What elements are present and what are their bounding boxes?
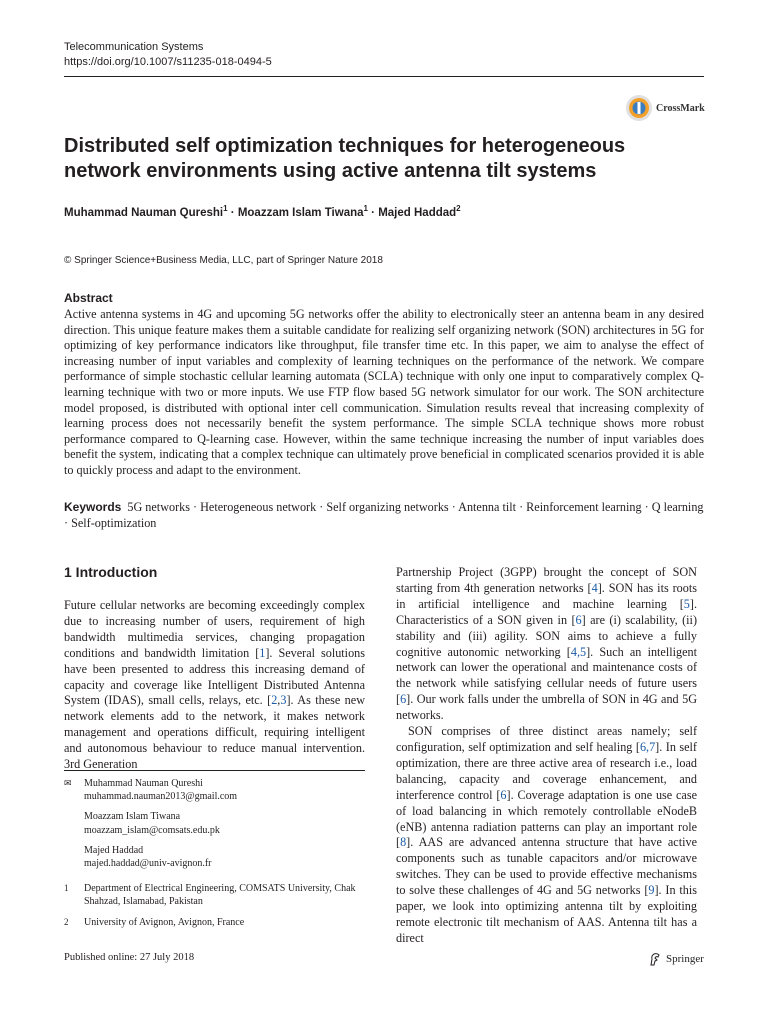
author-list	[64, 204, 461, 219]
crossmark-icon	[626, 95, 652, 121]
affiliation-number: 1	[64, 883, 69, 894]
header-rule	[64, 76, 704, 77]
publisher-logo	[648, 952, 704, 966]
abstract-text: Active antenna systems in 4G and upcoming 5G networks offer the ability to electronically steer an antenna beam in any desired direction. This unique feature makes them a suitable candidate for realizing self organizing network (SON) architectures in 5G for optimizing of key performance indicators like throughput, file transfer time etc. In this paper, we aim to analyse the effect of increasing number of input variables and complexity of learning techniques on the performance of the network. We compare performance of simple stochastic cellular learning automata (SCLA) technique with only one input to comparatively complex Q-learning technique with two or more inputs. We use FTP flow based 5G network simulator for our work. The SON architecture model proposed, is distributed with optional inter cell communication. Simulation results reveal that increasing complexity of learning process does not necessarily benefit the system performance. The simple SCLA technique shows more robust performance compared to Q-learning case. However, within the same technique increasing the number of input variables does benefit the system, indicating that a complex technique can ultimately prove beneficial in complicated scenarios provided it is able to quickly process and adapt to the environment.	[64, 307, 704, 477]
affiliation-mark: 2	[456, 204, 461, 213]
publisher-name: Springer	[666, 953, 704, 965]
author-separator: ·	[367, 206, 379, 219]
intro-left-column	[64, 598, 365, 773]
intro-right-column	[396, 565, 697, 947]
affiliation-number: 2	[64, 916, 69, 927]
paragraph: SON comprises of three distinct areas namely; self configuration, self optimization and self healing [6,7]. In self optimization, there are three active area of research i.e., load balancing, capacity and coverage enhancement, and interference control [6]. Coverage adaptation is one use case of load balancing in which remotely controllable eNodeB (eNB) antenna radiation patterns can play an important role [8]. AAS are advanced antenna structure that have active components such as tunable capacitors and/or microwave switches. They can be used to provide effective mechanisms to solve these challenges of 4G and 5G networks [9]. In this paper, we look into optimizing antenna tilt by exploiting remote electronic tilt mechanism of AAS. Antenna tilt has a direct	[396, 724, 697, 945]
paragraph: Partnership Project (3GPP) brought the concept of SON starting from 4th generation networks [4]. SON has its roots in artificial intelligence and machine learning [5]. Characteristics of a SON given in [6] are (i) scalability, (ii) stability and (iii) agility. SON aims to achieve a fully cognitive autonomic networking [4,5]. Such an intelligent network can lower the operational and maintenance costs of the network while satisfying cellular needs of future users [6]. Our work falls under the umbrella of SON in 4G and 5G networks.	[396, 565, 697, 723]
article-title: Distributed self optimization techniques for heterogeneous network environments using active antenna tilt systems	[64, 135, 626, 182]
keywords-label: Keywords	[64, 500, 122, 514]
keywords-section	[64, 500, 704, 531]
author-name: Majed Haddad	[378, 206, 457, 219]
citation-link[interactable]: 1	[259, 645, 266, 660]
corresponding-author	[64, 777, 365, 803]
affiliation-text: University of Avignon, Avignon, France	[84, 916, 245, 928]
affiliation-text: Department of Electrical Engineering, COMSATS University, Chak Shahzad, Islamabad, Pakistan	[84, 883, 356, 908]
affiliation	[64, 916, 365, 929]
author-separator: ·	[227, 206, 238, 219]
citation-link[interactable]: 6	[500, 787, 507, 802]
citation-link[interactable]: 6,7	[639, 739, 656, 754]
author-name: Moazzam Islam Tiwana	[237, 206, 364, 219]
affiliation-mark: 1	[223, 204, 228, 213]
footnote-rule	[64, 770, 365, 771]
author-name: Muhammad Nauman Qureshi	[64, 206, 224, 219]
citation-link[interactable]: 2	[271, 693, 278, 708]
copyright-notice: © Springer Science+Business Media, LLC, part of Springer Nature 2018	[64, 255, 383, 266]
citation-link[interactable]: 4	[591, 580, 598, 595]
contact-name: Majed Haddad	[84, 844, 144, 856]
springer-horse-icon	[648, 952, 662, 966]
affiliation	[64, 882, 365, 908]
paragraph: Future cellular networks are becoming exceedingly complex due to increasing number of users, requirement of high bandwidth multimedia services, changing propagation conditions and bandwidth limitation [1]. Several solutions have been presented to address this increasing demand of capacity and coverage like Intelligent Distributed Antenna System (IDAS), small cells, relays, etc. [2,3]. As these new network elements add to the network, it makes network management and operations difficult, requiring intelligent and autonomous behaviour to reduce manual intervention. 3rd Generation	[64, 598, 365, 772]
crossmark-label: CrossMark	[656, 102, 705, 114]
footnotes	[64, 777, 365, 936]
envelope-icon: ✉	[64, 778, 72, 788]
citation-link[interactable]: 8	[400, 835, 407, 850]
contact-name: Muhammad Nauman Qureshi	[84, 778, 203, 789]
journal-name: Telecommunication Systems	[64, 41, 204, 53]
author-contact	[64, 810, 365, 836]
section-heading: 1 Introduction	[64, 564, 158, 580]
citation-link[interactable]: 6	[575, 612, 582, 627]
contact-name: Moazzam Islam Tiwana	[84, 811, 181, 823]
publication-date: Published online: 27 July 2018	[64, 952, 195, 963]
contact-email[interactable]: majed.haddad@univ-avignon.fr	[84, 858, 212, 870]
crossmark-badge[interactable]	[626, 92, 706, 124]
doi-link[interactable]: https://doi.org/10.1007/s11235-018-0494-5	[64, 56, 272, 68]
keywords-list: 5G networks · Heterogeneous network · Self organizing networks · Antenna tilt · Reinforcement learning · Q learning · Self-optimization	[64, 500, 704, 530]
contact-email[interactable]: muhammad.nauman2013@gmail.com	[84, 791, 238, 803]
affiliation-mark: 1	[363, 204, 368, 213]
contact-email[interactable]: moazzam_islam@comsats.edu.pk	[84, 824, 220, 836]
citation-link[interactable]: 9	[648, 883, 655, 898]
citation-link[interactable]: 5	[683, 596, 690, 611]
journal-header	[64, 40, 272, 70]
citation-link[interactable]: 4,5	[570, 644, 587, 659]
citation-link[interactable]: 6	[400, 692, 407, 707]
abstract-heading: Abstract	[64, 291, 113, 305]
author-contact	[64, 844, 365, 870]
citation-link[interactable]: 3	[280, 693, 287, 708]
